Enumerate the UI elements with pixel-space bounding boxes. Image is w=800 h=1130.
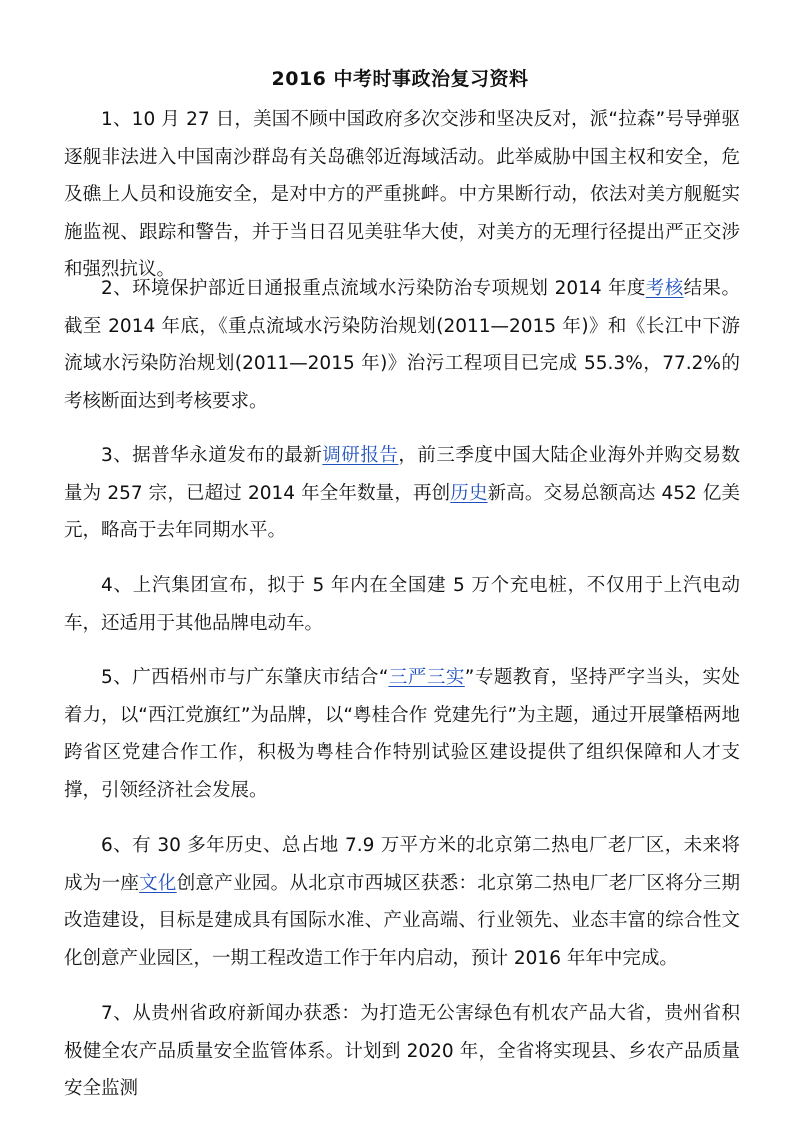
paragraph-text: 3、据普华永道发布的最新 bbox=[101, 445, 323, 466]
inline-link[interactable]: 考核 bbox=[645, 278, 684, 299]
inline-link[interactable]: 调研报告 bbox=[322, 445, 399, 466]
paragraph-text: ”专题教育，坚持严字当头，实处着力，以“西江党旗红”为品牌，以“粤桂合作 党建先行”为主题，通过开展肇梧两地跨省区党建合作工作，积极为粤桂合作特别试验区建设提供了组织保障和人才支撑，引领经济社会发展。 bbox=[64, 667, 740, 801]
paragraph-text: 4、上汽集团宣布，拟于 5 年内在全国建 5 万个充电桩，不仅用于上汽电动车，还适用于其他品牌电动车。 bbox=[64, 575, 740, 634]
paragraph-7 bbox=[64, 995, 740, 1108]
paragraph-text: 7、从贵州省政府新闻办获悉：为打造无公害绿色有机农产品大省，贵州省积极健全农产品质量安全监管体系。计划到 2020 年，全省将实现县、乡农产品质量安全监测 bbox=[64, 1003, 740, 1100]
inline-link[interactable]: 三严三实 bbox=[388, 667, 465, 688]
paragraph-text: 2、环境保护部近日通报重点流域水污染防治专项规划 2014 年度 bbox=[101, 278, 646, 299]
paragraph-text: ，前三季度中国大陆企业海外并购交易数量为 257 宗，已超过 2014 年全年数量，再创 bbox=[64, 445, 740, 504]
inline-link[interactable]: 文化 bbox=[139, 872, 177, 894]
paragraph-3 bbox=[64, 437, 740, 550]
paragraph-6 bbox=[64, 827, 740, 977]
inline-link[interactable]: 历史 bbox=[450, 482, 488, 504]
paragraph-text: 1、10 月 27 日，美国不顾中国政府多次交涉和坚决反对，派“拉森”号导弹驱逐舰非法进入中国南沙群岛有关岛礁邻近海域活动。此举威胁中国主权和安全，危及礁上人员和设施安全，是对中方的严重挑衅。中方果断行动，依法对美方舰艇实施监视、跟踪和警告，并于当日召见美驻华大使，对美方的无理行径提出严正交涉和强烈抗议。 bbox=[64, 109, 740, 281]
document-title: 2016 中考时事政治复习资料 bbox=[271, 68, 529, 90]
paragraph-text: 新高。交易总额高达 452 亿美元，略高于去年同期水平。 bbox=[64, 482, 740, 542]
paragraph-1 bbox=[64, 101, 740, 289]
paragraph-text: 结果。截至 2014 年底，《重点流域水污染防治规划(2011—2015 年)》和《长江中下游流域水污染防治规划(2011—2015 年)》治污工程项目已完成 55.3%，77.2%的考核断面达到考核要求。 bbox=[64, 278, 740, 412]
paragraph-4 bbox=[64, 567, 740, 642]
paragraph-text: 6、有 30 多年历史、总占地 7.9 万平方米的北京第二热电厂老厂区，未来将成为一座 bbox=[64, 835, 740, 894]
paragraph-5 bbox=[64, 659, 740, 809]
paragraph-text: 创意产业园。从北京市西城区获悉：北京第二热电厂老厂区将分三期改造建设，目标是建成具有国际水准、产业高端、行业领先、业态丰富的综合性文化创意产业园区，一期工程改造工作于年内启动，预计 2016 年年中完成。 bbox=[64, 872, 740, 969]
paragraph-text: 5、广西梧州市与广东肇庆市结合“ bbox=[101, 667, 389, 688]
paragraph-2 bbox=[64, 270, 740, 420]
